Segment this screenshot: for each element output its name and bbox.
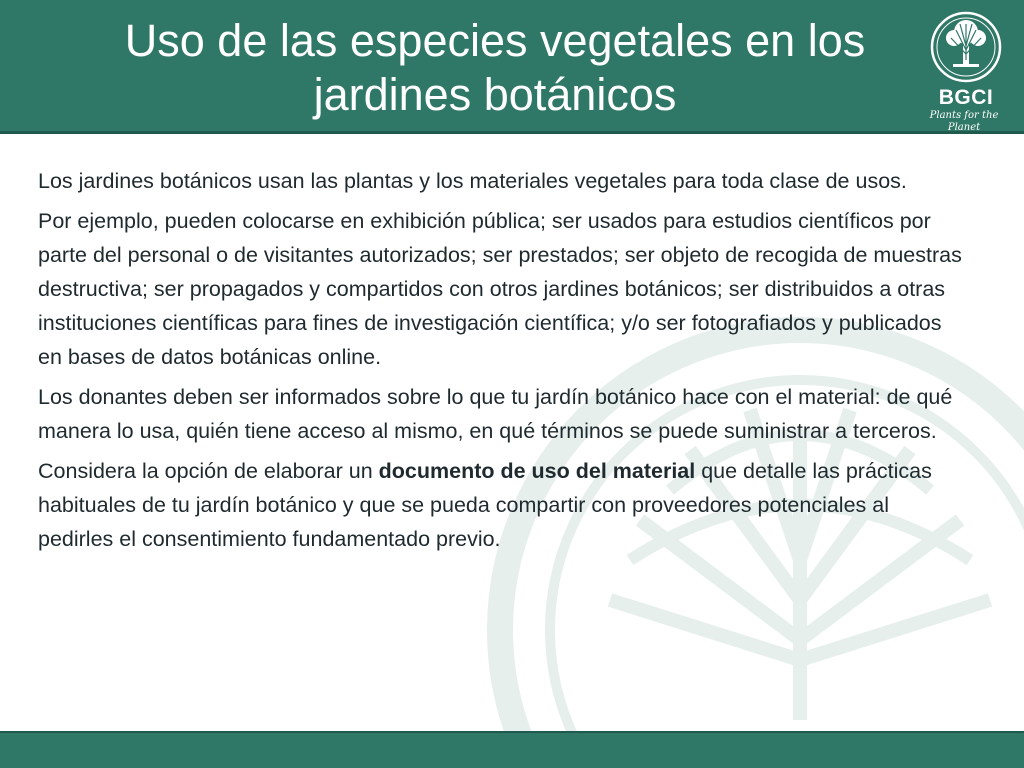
slide-body [38,164,968,562]
tree-emblem-icon [929,10,1003,84]
paragraph-text: que detalle las prácticas habituales de tu jardín botánico y que se pueda compartir con proveedores potenciales al pedirles el consentimiento fundamentado previo. [38,459,932,551]
bgci-logo [916,8,1016,133]
slide-header [0,0,1024,134]
logo-name: BGCI [938,86,994,109]
body-paragraph-last [38,454,968,556]
slide-footer [0,731,1024,768]
body-paragraph: Los donantes deben ser informados sobre lo que tu jardín botánico hace con el material: de qué manera lo usa, quién tiene acceso al mismo, en qué términos se puede suministrar a terceros. [38,385,953,443]
body-paragraph: Los jardines botánicos usan las plantas y los materiales vegetales para toda clase de usos. [38,169,907,193]
body-paragraph: Por ejemplo, pueden colocarse en exhibición pública; ser usados para estudios científicos por parte del personal o de visitantes autorizados; ser prestados; ser objeto de recogida de muestras destructiva; ser propagados y compartidos con otros jardines botánicos; ser distribuidos a otras instituciones científicas para fines de investigación científica; y/o ser fotografiados y publicados en bases de datos botánicas online. [38,209,962,369]
emphasis-text: documento de uso del material [378,459,696,483]
paragraph-text: Considera la opción de elaborar un [38,459,379,483]
logo-tagline: Plants for the Planet [929,110,999,133]
slide-title: Uso de las especies vegetales en los jardines botánicos [124,15,866,120]
